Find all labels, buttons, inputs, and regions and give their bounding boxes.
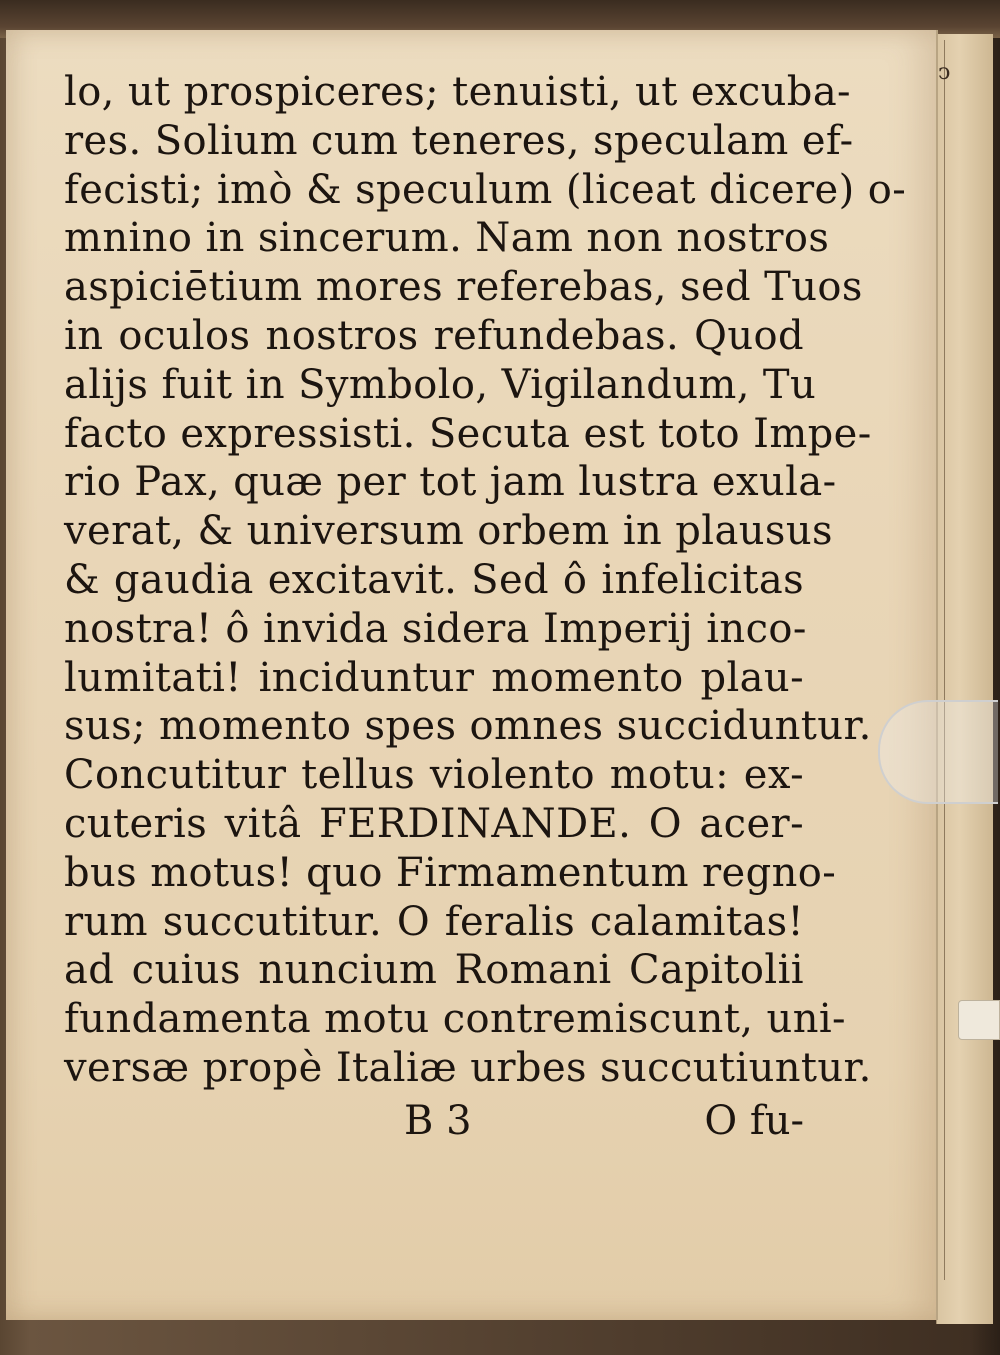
signature-mark: B 3	[404, 1098, 472, 1144]
text-line: & gaudia excitavit. Sed ô infelicitas	[64, 556, 804, 603]
page-footer	[64, 1098, 804, 1148]
text-line: in oculos nostros refundebas. Quod	[64, 312, 804, 359]
text-line: versæ propè Italiæ urbes succutiuntur.	[64, 1044, 872, 1091]
text-line: aspiciētium mores referebas, sed Tuos	[64, 264, 863, 311]
catchword: O fu-	[704, 1098, 804, 1144]
text-line: lumitati! inciduntur momento plau-	[64, 654, 804, 701]
text-line: fundamenta motu contremiscunt, uni-	[64, 996, 846, 1043]
text-line: rum succutitur. O feralis calamitas!	[64, 898, 804, 945]
text-line: facto expressisti. Secuta est toto Impe-	[64, 410, 872, 457]
text-line: verat, & universum orbem in plausus	[64, 508, 833, 555]
text-line: cuteris vitâ FERDINANDE. O acer-	[64, 800, 804, 847]
text-line: ad cuius nuncium Romani Capitolii	[64, 947, 804, 994]
text-line: bus motus! quo Firmamentum regno-	[64, 849, 837, 896]
corner-mark: ↄ	[938, 60, 951, 85]
text-line: nostra! ô invida sidera Imperij inco-	[64, 605, 807, 652]
text-line: fecisti; imò & speculum (liceat dicere) o-	[64, 166, 907, 213]
text-line: sus; momento spes omnes succiduntur.	[64, 703, 872, 750]
page-tab	[958, 1000, 1000, 1040]
page-clip	[878, 700, 998, 804]
text-line: lo, ut prospiceres; tenuisti, ut excuba-	[64, 69, 851, 115]
text-line: rio Pax, quæ per tot jam lustra exula-	[64, 459, 837, 506]
text-line: res. Solium cum teneres, speculam ef-	[64, 117, 854, 164]
page-text-block	[64, 68, 907, 1093]
text-line: mnino in sincerum. Nam non nostros	[64, 215, 830, 262]
text-line: alijs fuit in Symbolo, Vigilandum, Tu	[64, 361, 817, 408]
text-line: Concutitur tellus violento motu: ex-	[64, 752, 804, 799]
fold-rule-line	[944, 40, 945, 1280]
